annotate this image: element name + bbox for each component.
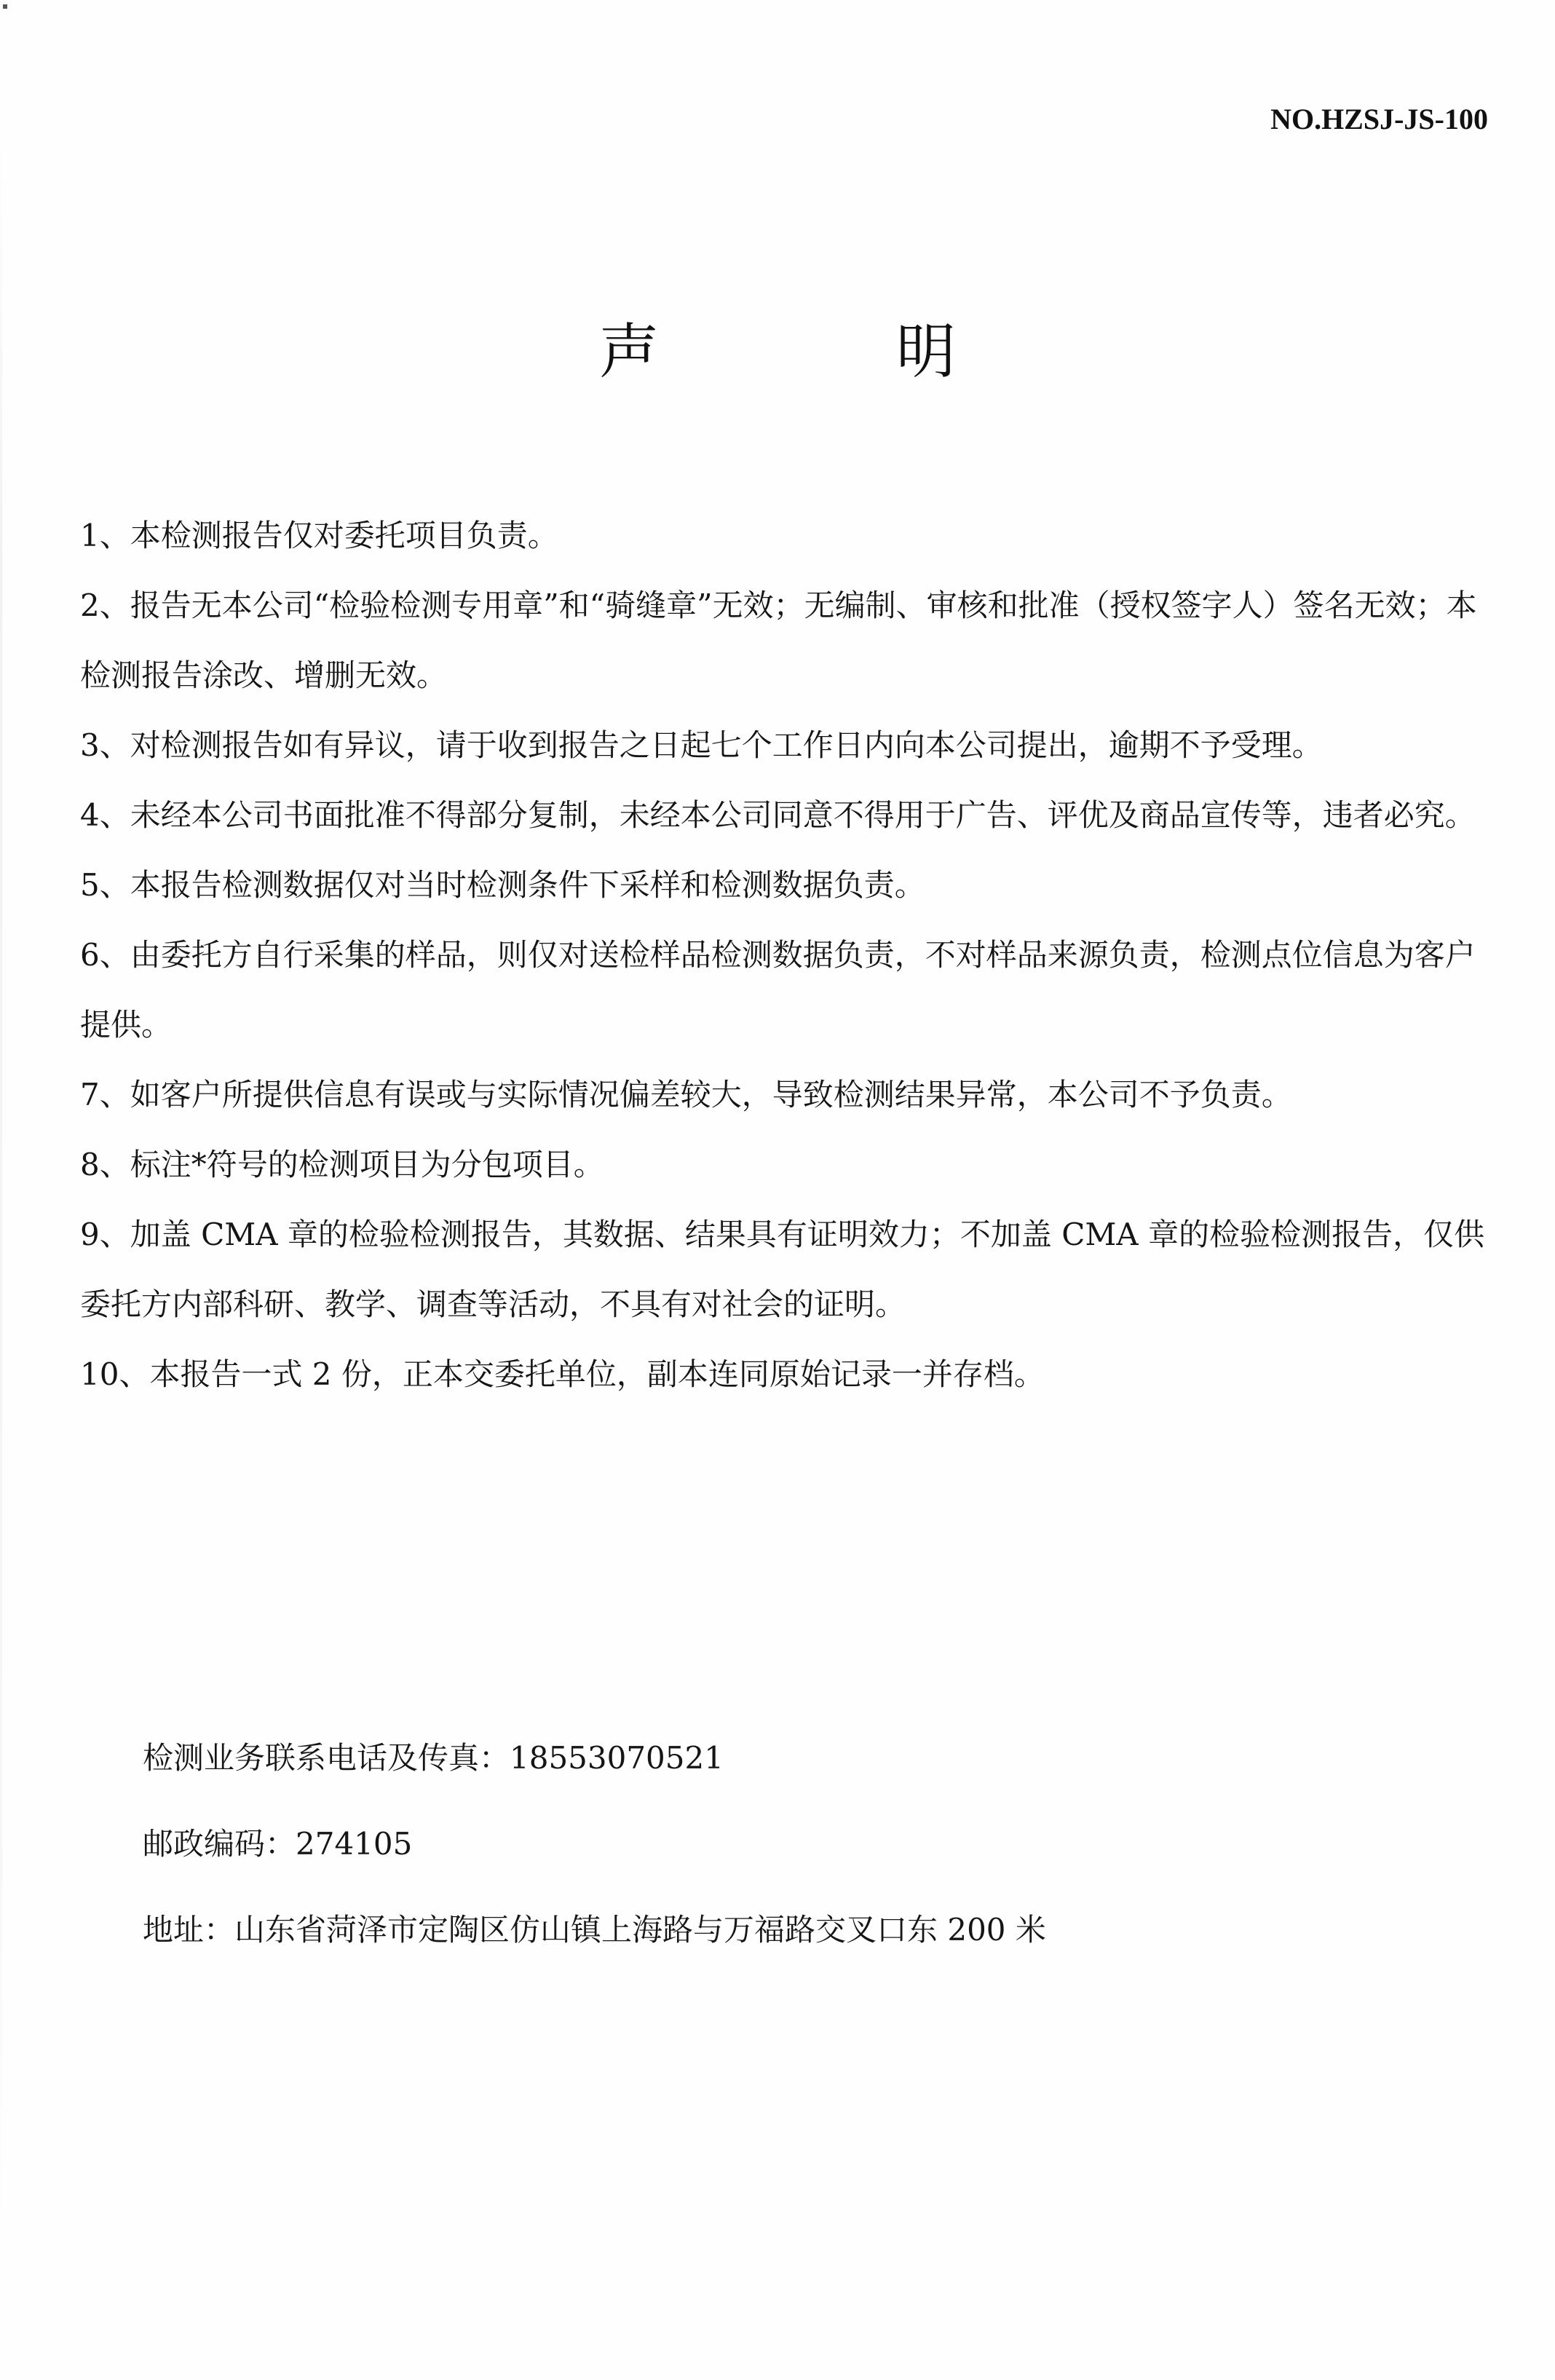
clause-10: 10、本报告一式 2 份，正本交委托单位，副本连同原始记录一并存档。 [80,1356,1045,1392]
contact-postcode: 邮政编码：274105 [143,1826,413,1862]
contact-info [143,1736,1453,1952]
clause-4: 4、未经本公司书面批准不得部分复制，未经本公司同意不得用于广告、评优及商品宣传等，违者必究。 [80,797,1476,833]
clause-8: 8、标注*符号的检测项目为分包项目。 [80,1147,604,1182]
contact-phone: 检测业务联系电话及传真：18553070521 [143,1740,724,1776]
page-title: 声 明 [598,317,1066,387]
clause-2: 2、报告无本公司“检验检测专用章”和“骑缝章”无效；无编制、审核和批准（授权签字人）签名无效；本检测报告涂改、增删无效。 [80,588,1477,693]
clause-7: 7、如客户所提供信息有误或与实际情况偏差较大，导致检测结果异常，本公司不予负责。 [80,1077,1292,1112]
scan-edge-shadow [0,131,2,2242]
declaration-clauses [80,501,1485,1410]
clause-9: 9、加盖 CMA 章的检验检测报告，其数据、结果具有证明效力；不加盖 CMA 章的检验检测报告，仅供委托方内部科研、教学、调查等活动，不具有对社会的证明。 [80,1217,1485,1322]
clause-6: 6、由委托方自行采集的样品，则仅对送检样品检测数据负责，不对样品来源负责，检测点位信息为客户提供。 [80,937,1476,1043]
clause-3: 3、对检测报告如有异议，请于收到报告之日起七个工作日内向本公司提出，逾期不予受理。 [80,727,1323,763]
document-number: NO.HZSJ-JS-100 [1270,103,1488,135]
clause-5: 5、本报告检测数据仅对当时检测条件下采样和检测数据负责。 [80,867,925,903]
scan-corner-mark [3,4,7,9]
contact-address: 地址：山东省菏泽市定陶区仿山镇上海路与万福路交叉口东 200 米 [143,1912,1046,1948]
clause-1: 1、本检测报告仅对委托项目负责。 [80,518,558,553]
